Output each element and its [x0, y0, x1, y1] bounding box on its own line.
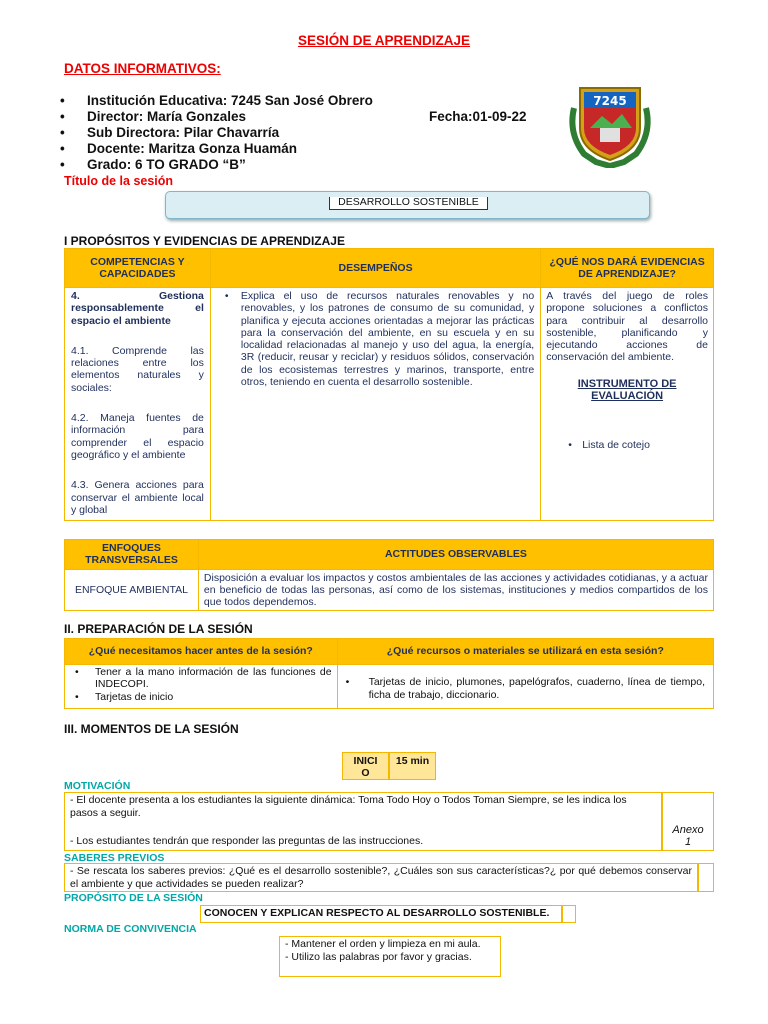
- datos-heading: DATOS INFORMATIVOS:: [64, 61, 221, 76]
- info-subdirectora: • Sub Directora: Pilar Chavarría: [60, 125, 540, 141]
- desempeno-cell: • Explica el uso de recursos naturales renovables y no renovables, y los patrones de consumo de su comunidad, y planifica y ejecuta acciones orientadas a mejorar las prácticas para la conservación del ambiente, en su escuela y en su localidad relacionadas al manejo y uso del agua, la energía, 3R (reducir, reusar y reciclar) y residuos sólidos, conservación de los ecosistemas terrestres y marinos, transporte, entre otros, teniendo en cuenta el desarrollo sostenible.: [210, 288, 540, 521]
- motivacion-text-2: - Los estudiantes tendrán que responder las preguntas de las instrucciones.: [70, 835, 424, 847]
- saberes-side-box: [698, 863, 714, 892]
- school-emblem: [566, 78, 654, 168]
- proposito-box: CONOCEN Y EXPLICAN RESPECTO AL DESARROLLO SOSTENIBLE.: [200, 905, 562, 923]
- competencia-title: 4. Gestiona responsablemente el espacio el ambiente: [71, 290, 204, 327]
- enfoque-cell: ENFOQUE AMBIENTAL: [65, 569, 199, 611]
- proposito-label: PROPÓSITO DE LA SESIÓN: [64, 892, 203, 904]
- info-docente: • Docente: Maritza Gonza Huamán: [60, 141, 540, 157]
- section-2-heading: II. PREPARACIÓN DE LA SESIÓN: [64, 622, 253, 636]
- actitud-cell: Disposición a evaluar los impactos y costos ambientales de las acciones y actividades cotidianas, y a actuar en beneficio de todas las personas, así como de los sistemas, instituciones y medios compartidos de los que todos dependemos.: [198, 569, 713, 611]
- titulo-box: [165, 191, 650, 219]
- header-antes: ¿Qué necesitamos hacer antes de la sesión?: [65, 639, 338, 665]
- inicio-label: INICI O: [342, 752, 389, 780]
- motivacion-box: [64, 792, 662, 851]
- saberes-label: SABERES PREVIOS: [64, 852, 165, 864]
- propositos-table: [64, 248, 714, 521]
- info-institucion: • Institución Educativa: 7245 San José Obrero: [60, 93, 540, 109]
- section-1-heading: I PROPÓSITOS Y EVIDENCIAS DE APRENDIZAJE: [64, 234, 345, 248]
- emblem-number: 7245: [593, 94, 627, 108]
- header-desempenos: DESEMPEÑOS: [210, 249, 540, 288]
- section-3-heading: III. MOMENTOS DE LA SESIÓN: [64, 722, 239, 736]
- inicio-time: 15 min: [389, 752, 436, 780]
- capacidad-3: 4.3. Genera acciones para conservar el ambiente local y global: [71, 479, 204, 516]
- antes-item-2: Tarjetas de inicio: [95, 690, 174, 703]
- evidencia-cell: [541, 288, 714, 521]
- evidencia-text: A través del juego de roles propone soluciones a conflictos para contribuir al desarrollo sostenible, planificando y ejecutando acciones de conservación del ambiente.: [546, 290, 708, 364]
- header-competencias: COMPETENCIAS Y CAPACIDADES: [65, 249, 211, 288]
- motivacion-label: MOTIVACIÓN: [64, 780, 131, 792]
- session-title: SESIÓN DE APRENDIZAJE: [297, 33, 471, 48]
- capacidad-1: 4.1. Comprende las relaciones entre los elementos naturales y sociales:: [71, 344, 204, 394]
- saberes-box: - Se rescata los saberes previos: ¿Qué es el desarrollo sostenible?, ¿Cuáles son sus características?¿ por qué debemos conservar el ambiente y que actividades se pueden realizar?: [64, 863, 698, 892]
- instrumento-item: • Lista de cotejo: [568, 439, 650, 452]
- competencias-cell: [65, 288, 211, 521]
- anexo-box: Anexo 1: [662, 792, 714, 851]
- titulo-label: Título de la sesión: [64, 174, 174, 188]
- antes-item-1: Tener a la mano información de las funciones de INDECOPI.: [95, 666, 332, 691]
- titulo-value: DESARROLLO SOSTENIBLE: [329, 197, 488, 210]
- info-grado: • Grado: 6 TO GRADO “B”: [60, 157, 540, 173]
- proposito-side-box: [562, 905, 576, 923]
- header-actitudes: ACTITUDES OBSERVABLES: [198, 540, 713, 570]
- info-director: • Director: María Gonzales: [60, 109, 540, 125]
- antes-cell: • Tener a la mano información de las funciones de INDECOPI. • Tarjetas de inicio: [65, 665, 338, 709]
- motivacion-text-1: - El docente presenta a los estudiantes la siguiente dinámica: Toma Todo Hoy o Todos Toman Siempre, se les indica los pasos a seguir.: [70, 794, 627, 819]
- info-fecha: Fecha:01-09-22: [429, 109, 527, 124]
- preparacion-table: [64, 638, 714, 709]
- recursos-cell: • Tarjetas de inicio, plumones, papelógrafos, cuaderno, línea de tiempo, ficha de trabajo, diccionario.: [337, 665, 713, 709]
- capacidad-2: 4.2. Maneja fuentes de información para comprender el espacio geográfico y el ambiente: [71, 412, 204, 461]
- instrumento-label: INSTRUMENTO DE EVALUACIÓN: [577, 377, 677, 403]
- header-evidencias: ¿QUÉ NOS DARÁ EVIDENCIAS DE APRENDIZAJE?: [541, 249, 714, 288]
- norma-item-2: - Utilizo las palabras por favor y gracias.: [285, 951, 472, 963]
- norma-item-1: - Mantener el orden y limpieza en mi aula.: [285, 938, 481, 950]
- enfoques-table: [64, 539, 714, 611]
- norma-box: [279, 936, 501, 977]
- norma-label: NORMA DE CONVIVENCIA: [64, 923, 197, 935]
- desempeno-text: Explica el uso de recursos naturales renovables y no renovables, y los patrones de consumo de su comunidad, y planifica y ejecuta acciones orientadas a mejorar las prácticas para la conservación del ambiente, en su escuela y en su localidad relacionadas al manejo y uso del agua, la energía, 3R (reducir, reusar y reciclar) y residuos sólidos, conservación de los ecosistemas terrestres y marinos, transporte, entre otros, teniendo en cuenta el desarrollo sostenible.: [240, 290, 535, 389]
- header-recursos: ¿Qué recursos o materiales se utilizará en esta sesión?: [337, 639, 713, 665]
- header-enfoques: ENFOQUES TRANSVERSALES: [65, 540, 199, 570]
- recursos-item: Tarjetas de inicio, plumones, papelógrafos, cuaderno, línea de tiempo, ficha de trabajo, diccionario.: [368, 676, 705, 701]
- info-list: [60, 93, 540, 173]
